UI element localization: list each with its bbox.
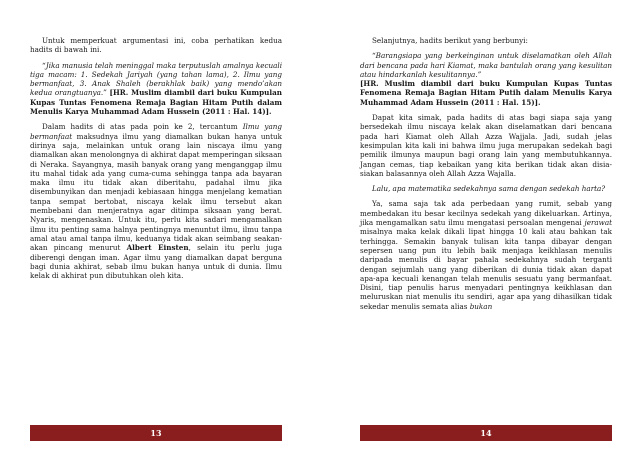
page-number-bar: [360, 425, 612, 441]
emphasis: bukan: [469, 301, 493, 311]
text-run: Dalam hadits di atas pada poin ke 2, tercantum: [42, 122, 243, 132]
paragraph: [360, 199, 612, 311]
paragraph: Untuk memperkuat argumentasi ini, coba perhatikan kedua hadits di bawah ini.: [30, 36, 282, 55]
hadith-reference: [HR. Muslim diambil dari buku Kumpulan Kupas Tuntas Fenomena Remaja Bagian Hitam Putih dalam Menulis Karya Muhammad Adam Hussein (2011 : Hal. 14)].: [30, 88, 282, 117]
text-run: misalnya maka kelak dikali lipat hingga 10 kali atau bahkan tak terhingga. Semakin banyak tulisan kita tanpa dibayar dengan sepersen uang pun itu lebih baik menjaga keikhlasan menulis daripada menulis di bayar pahala sedekahnya sudah terganti dengan sejumlah uang yang diberikan di dunia tidak akan dapat apa-apa kecuali kenangan telah menulis sesuatu yang bermanfaat. Disini, tiap penulis harus menyadari pentingnya keikhlasan dan meluruskan niat menulis itu sendiri, agar apa yang dihasilkan tidak sekedar menulis semata alias: [360, 227, 612, 311]
page-number: 14: [480, 428, 492, 438]
page-number-bar: [30, 425, 282, 441]
text-run: Ya, sama saja tak ada perbedaan yang rumit, sebab yang membedakan itu besar kecilnya sedekah yang dikeluarkan. Artinya, jika mengamalkan satu ilmu mengatasi persoalan mengenai: [360, 199, 612, 228]
hadith-block: [30, 61, 282, 117]
right-page-body: [360, 36, 612, 317]
text-run: , selain itu perlu juga diberengi dengan iman. Agar ilmu yang diamalkan dapat berguna bagi dunia akhirat, sebab ilmu bukan hanya untuk di dunia. Ilmu kelak di akhirat pun dibutuhkan oleh kita.: [30, 243, 282, 281]
hadith-reference: [HR. Muslim diambil dari buku Kumpulan Kupas Tuntas Fenomena Remaja Bagian Hitam Putih dalam Menulis Karya Muhammad Adam Hussein (2011 : Hal. 15)].: [360, 79, 612, 107]
question-paragraph: Lalu, apa matematika sedekahnya sama dengan sedekah harta?: [372, 184, 606, 194]
left-page-body: [30, 36, 282, 286]
hadith-quote: “Jika manusia telah meninggal maka terputuslah amalnya kecuali tiga macam: 1. Sedekah Jariyah (yang tahan lama), 2. Ilmu yang bermanfaat, 3. Anak Shaleh (berakhlak baik) yang mendo’akan kedua orangtuanya.”: [30, 60, 282, 98]
paragraph: Dapat kita simak, pada hadits di atas bagi siapa saja yang bersedekah ilmu niscaya kelak akan diselamatkan dari bencana pada hari Kiamat oleh Allah Azza Wajjala. Jadi, sudah jelas kesimpulan kita kali ini bahwa ilmu juga merupakan sedekah bagi pemilik ilmunya maupun bagi orang lain yang membutuhkannya. Jangan cemas, tiap kebaikan yang kita berikan tidak akan disia-siakan balasannya oleh Allah Azza Wajalla.: [360, 113, 612, 178]
hadith-quote: “Barangsiapa yang berkeinginan untuk diselamatkan oleh Allah dari bencana pada hari Kiamat, maka bantulah orang yang kesulitan atau hindarkanlah kesulitannya.”: [360, 51, 612, 79]
emphasis: jerawat: [584, 218, 612, 228]
paragraph: [30, 122, 282, 280]
text-run: maksudnya ilmu yang diamalkan bukan hanya untuk dirinya saja, melainkan untuk orang lain niscaya ilmu yang diamalkan akan menolongnya di akhirat dapat memperingan siksaan di Neraka. Sayangnya, masih banyak orang yang menganggap ilmu itu mahal tidak ada yang cuma-cuma sehingga tanpa ada bayaran maka ilmu itu tidak akan diberitahu, padahal ilmu jika disembunyikan dan menjadi kebiasaan hingga menjelang kematian tanpa sempat bertobat, niscaya kelak ilmu tersebut akan membebani dan menjeratnya agar ditimpa siksaan yang berat. Nyaris, mengenaskan. Untuk itu, perlu kita sadari mengamalkan ilmu itu penting sama halnya pentingnya menuntut ilmu, ilmu tanpa amal atau amal tanpa ilmu, keduanya tidak akan seimbang seakan-akan pincang menurut: [30, 131, 282, 253]
right-page: [319, 0, 638, 451]
emphasis: Ilmu yang bermanfaat: [30, 122, 282, 141]
bold-name: Albert Einsten: [126, 243, 189, 253]
paragraph: Selanjutnya, hadits berikut yang berbunyi:: [372, 36, 528, 45]
page-number: 13: [150, 428, 162, 438]
hadith-block: [360, 51, 612, 107]
